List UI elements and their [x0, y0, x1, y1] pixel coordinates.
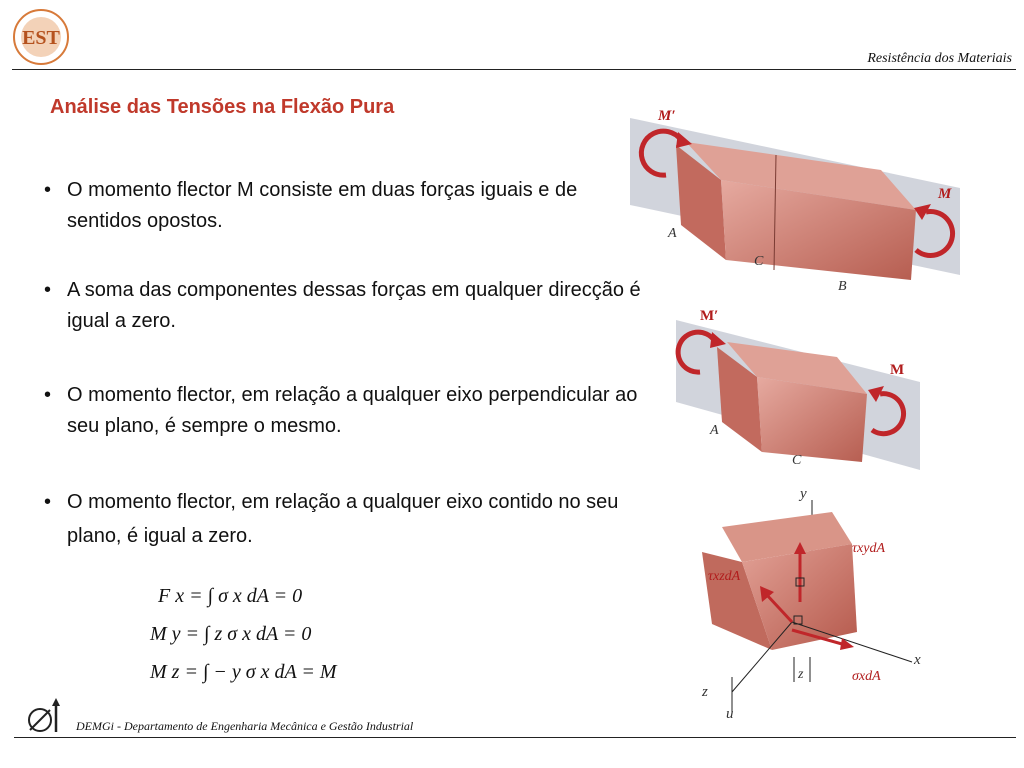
bullet-item [44, 485, 644, 553]
label-a: A [710, 423, 719, 438]
bullet-item [44, 175, 644, 237]
svg-text:EST: EST [22, 27, 60, 49]
bending-beam-figure-middle [672, 302, 924, 472]
bullet-symbol: • [44, 491, 52, 513]
equation-fx: F x = ∫ σ x dA = 0 [158, 585, 303, 607]
slide-title: Análise das Tensões na Flexão Pura [50, 96, 395, 118]
axis-y-label: y [800, 486, 807, 502]
label-c: C [792, 453, 802, 468]
dimension-z-label: z [798, 667, 804, 682]
equations [148, 578, 408, 693]
bullet-symbol: • [44, 279, 52, 301]
bullet-item [44, 275, 644, 337]
bullet-text: O momento flector, em relação a qualquer eixo perpendicular ao seu plano, é sempre o mesmo. [67, 384, 638, 437]
equation-mz: M z = ∫ − y σ x dA = M [150, 661, 337, 683]
bullet-text: O momento flector M consiste em duas forças iguais e de sentidos opostos. [67, 179, 578, 232]
axis-z-label: z [702, 684, 708, 700]
equation-my: M y = ∫ z σ x dA = 0 [150, 623, 312, 645]
label-m: M [890, 362, 905, 378]
label-b: B [838, 279, 847, 294]
axis-x-label: x [914, 652, 921, 668]
bullet-text: A soma das componentes dessas forças em qualquer direcção é igual a zero. [67, 279, 641, 332]
sigma-x-label: σxdA [852, 669, 881, 684]
label-m-prime: M′ [658, 108, 676, 124]
header-title: Resistência dos Materiais [867, 51, 1012, 66]
bullet-text: O momento flector, em relação a qualquer eixo contido no seu plano, é igual a zero. [67, 491, 619, 547]
institution-logo [10, 6, 72, 68]
label-m: M [938, 186, 952, 202]
footer-divider [14, 737, 1016, 738]
bending-beam-figure-top [626, 100, 966, 295]
label-m-prime: M′ [700, 308, 719, 324]
bullet-item [44, 380, 644, 442]
bullet-symbol: • [44, 384, 52, 406]
footer-text: DEMGi - Departamento de Engenharia Mecânica e Gestão Industrial [76, 719, 414, 733]
bullet-symbol: • [44, 179, 52, 201]
header-divider [12, 69, 1016, 70]
department-logo [24, 696, 68, 736]
label-a: A [668, 226, 677, 241]
axis-u-label: u [726, 706, 734, 722]
stress-element-figure [682, 482, 944, 722]
label-c: C [754, 254, 764, 269]
tau-xz-label: τxzdA [708, 569, 741, 584]
tau-xy-label: τxydA [852, 541, 885, 556]
